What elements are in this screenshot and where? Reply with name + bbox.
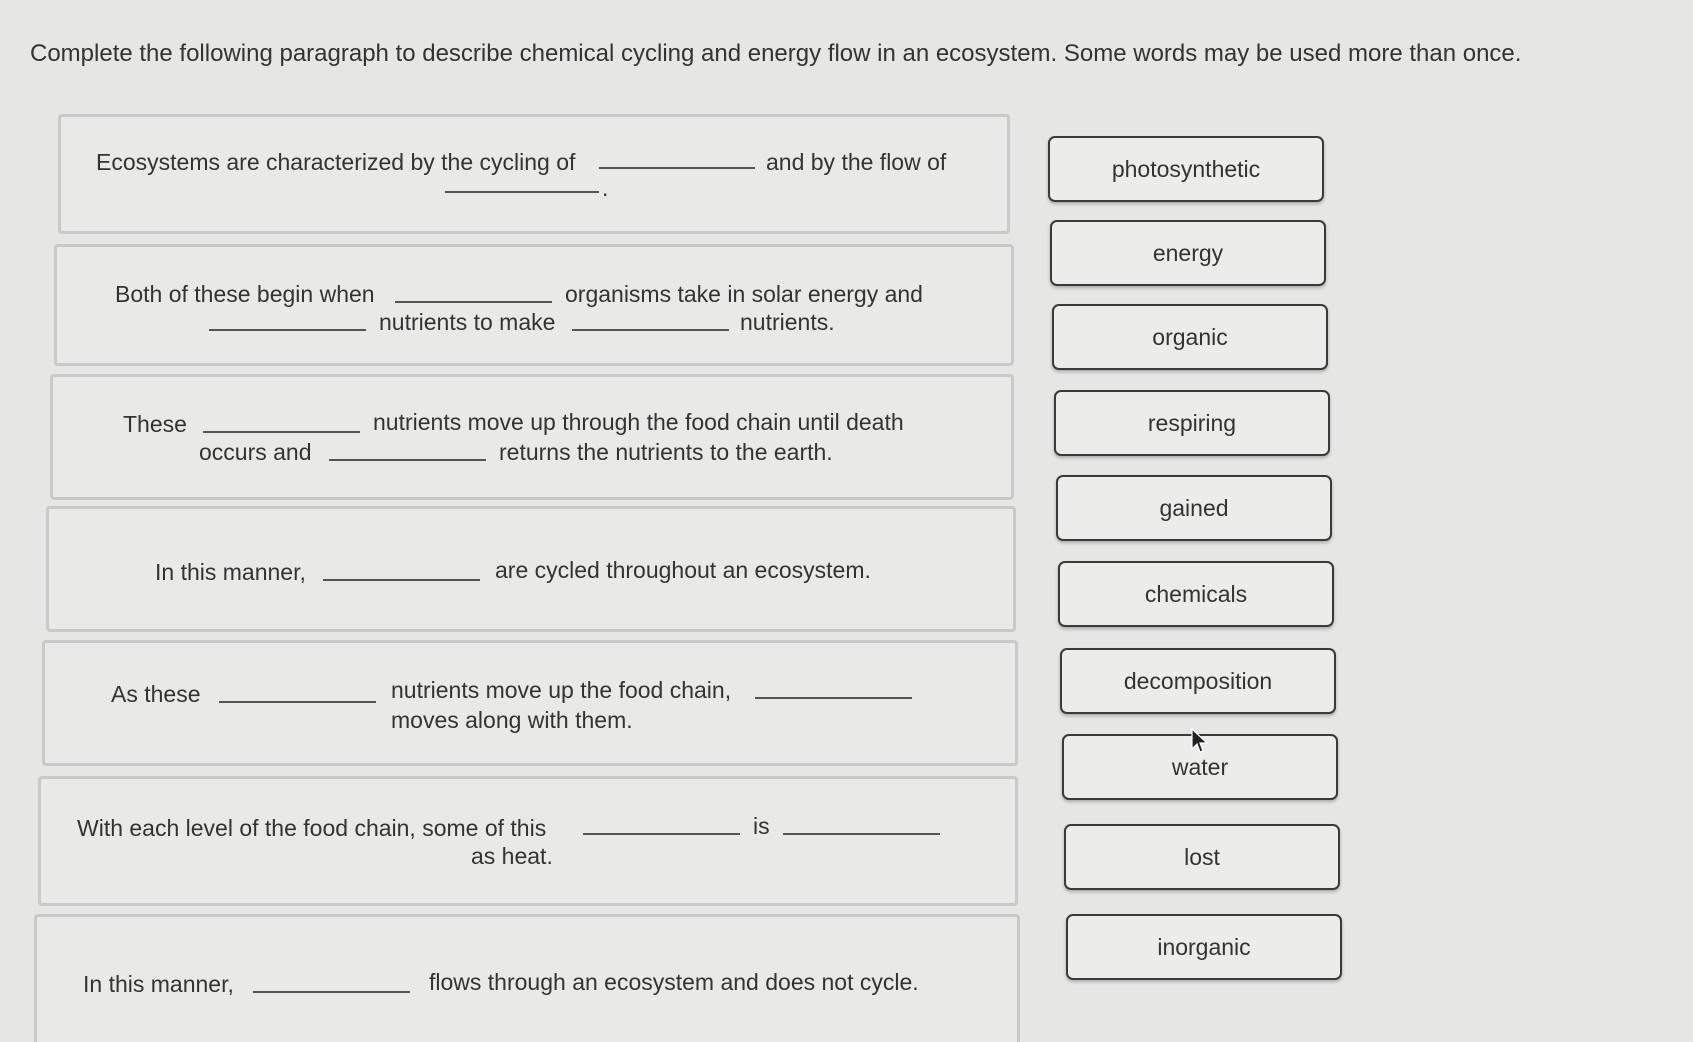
drop-target-11[interactable] bbox=[583, 813, 740, 835]
sentence-box-3 bbox=[50, 374, 1014, 500]
drop-target-5[interactable] bbox=[572, 309, 729, 331]
word-tile-decomposition[interactable]: decomposition bbox=[1060, 648, 1336, 714]
mouse-pointer-icon bbox=[1190, 728, 1210, 754]
sentence-box-4 bbox=[46, 506, 1016, 632]
word-tile-lost[interactable]: lost bbox=[1064, 824, 1340, 890]
drop-target-4[interactable] bbox=[209, 309, 366, 331]
sentence-2-text-2: organisms take in solar energy and bbox=[565, 281, 923, 307]
drop-target-7[interactable] bbox=[329, 439, 486, 461]
sentence-6-text-3: as heat. bbox=[471, 843, 553, 869]
word-tile-energy[interactable]: energy bbox=[1050, 220, 1326, 286]
word-tile-chemicals[interactable]: chemicals bbox=[1058, 561, 1334, 627]
word-tile-gained[interactable]: gained bbox=[1056, 475, 1332, 541]
sentence-box-2 bbox=[54, 244, 1014, 366]
sentence-2-text-1: Both of these begin when bbox=[115, 281, 375, 307]
sentence-3-text-3: occurs and bbox=[199, 439, 312, 465]
drop-target-12[interactable] bbox=[783, 813, 940, 835]
word-tile-respiring[interactable]: respiring bbox=[1054, 390, 1330, 456]
drop-target-3[interactable] bbox=[395, 281, 552, 303]
sentence-6-text-1: With each level of the food chain, some of this bbox=[77, 815, 547, 841]
word-tile-organic[interactable]: organic bbox=[1052, 304, 1328, 370]
sentence-6-text-2: is bbox=[753, 813, 770, 839]
sentence-3-text-4: returns the nutrients to the earth. bbox=[499, 439, 833, 465]
sentence-3-text-1: These bbox=[123, 411, 187, 437]
sentence-box-6 bbox=[38, 776, 1018, 906]
word-tile-photosynthetic[interactable]: photosynthetic bbox=[1048, 136, 1324, 202]
sentence-5-text-2: nutrients move up the food chain, bbox=[391, 677, 732, 703]
drop-target-8[interactable] bbox=[323, 559, 480, 581]
sentence-box-5 bbox=[42, 640, 1018, 766]
drop-target-9[interactable] bbox=[219, 681, 376, 703]
sentence-7-text-1: In this manner, bbox=[83, 971, 234, 997]
sentence-2-text-4: nutrients. bbox=[740, 309, 835, 335]
drop-target-2[interactable] bbox=[445, 171, 599, 193]
sentence-5-text-3: moves along with them. bbox=[391, 707, 633, 733]
sentence-1-text-1: Ecosystems are characterized by the cycling of bbox=[96, 149, 576, 175]
sentence-2-text-3: nutrients to make bbox=[379, 309, 556, 335]
drop-target-13[interactable] bbox=[253, 971, 410, 993]
sentence-4-text-1: In this manner, bbox=[155, 559, 306, 585]
sentence-1-text-2: and by the flow of bbox=[766, 149, 947, 175]
sentence-7-text-2: flows through an ecosystem and does not cycle. bbox=[429, 969, 919, 995]
word-tile-inorganic[interactable]: inorganic bbox=[1066, 914, 1342, 980]
drop-target-10[interactable] bbox=[755, 677, 912, 699]
sentence-3-text-2: nutrients move up through the food chain until death bbox=[373, 409, 904, 435]
sentence-5-text-1: As these bbox=[111, 681, 201, 707]
word-tile-water[interactable]: water bbox=[1062, 734, 1338, 800]
drop-target-1[interactable] bbox=[599, 147, 755, 169]
sentence-box-7 bbox=[34, 914, 1020, 1042]
instructions-text: Complete the following paragraph to describe chemical cycling and energy flow in an ecosystem. Some words may be used more than once. bbox=[30, 40, 1522, 67]
sentence-4-text-2: are cycled throughout an ecosystem. bbox=[495, 557, 871, 583]
drop-target-6[interactable] bbox=[203, 411, 360, 433]
sentence-box-1 bbox=[58, 114, 1010, 234]
sentence-1-text-3: . bbox=[602, 175, 609, 201]
